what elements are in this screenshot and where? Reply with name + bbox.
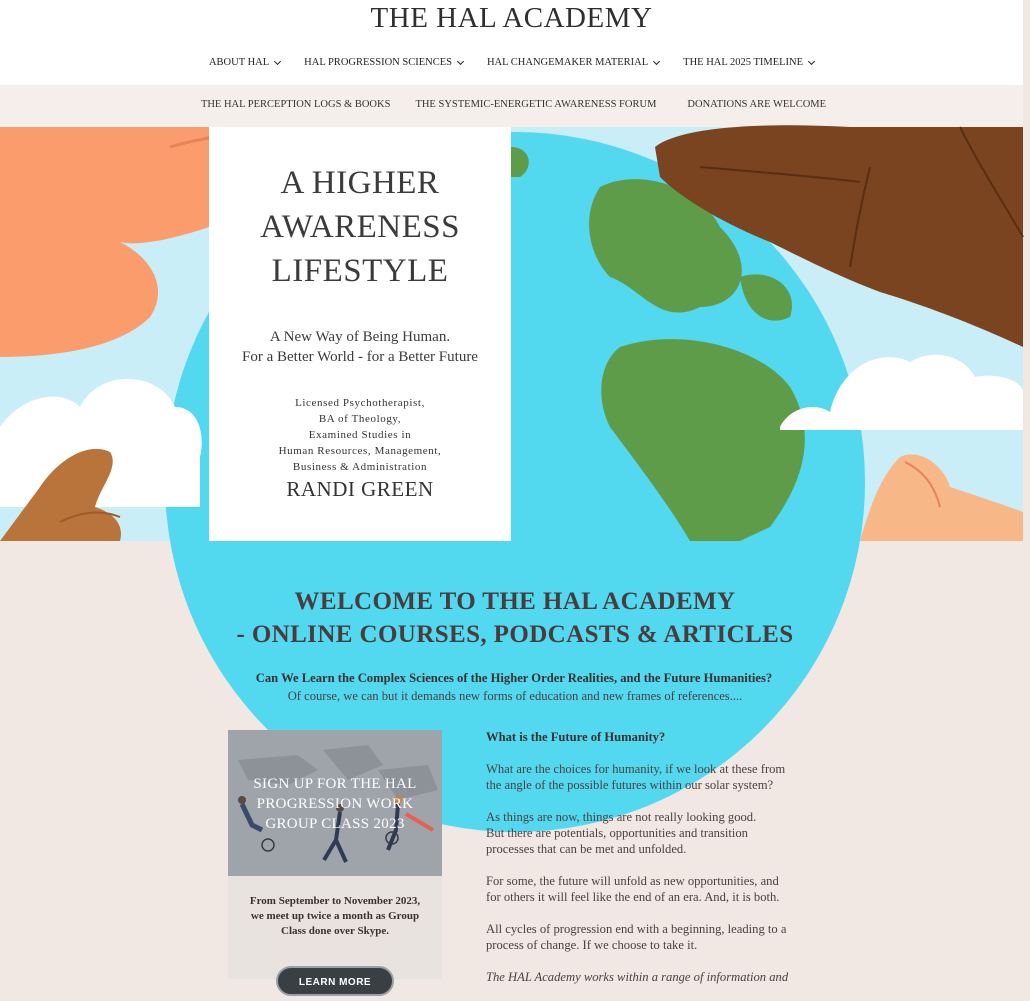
promo-description <box>228 894 442 939</box>
nav-timeline[interactable] <box>683 57 814 68</box>
hero-subtitle-line: For a Better World - for a Better Future <box>242 349 478 365</box>
hero-illustration <box>0 127 1023 541</box>
article-line: For some, the future will unfold as new opportunities, and <box>486 874 779 888</box>
promo-title-line: GROUP CLASS 2023 <box>265 816 405 832</box>
promo-text-line: Class done over Skype. <box>281 925 389 937</box>
hero-subtitle <box>209 327 511 367</box>
nav-awareness-forum[interactable]: THE SYSTEMIC-ENERGETIC AWARENESS FORUM <box>415 99 657 110</box>
nav-label: ABOUT HAL <box>208 57 270 68</box>
chevron-down-icon <box>653 57 660 64</box>
promo-title-line: SIGN UP FOR THE HAL <box>253 776 417 792</box>
article-line: But there are potentials, opportunities and transition <box>486 826 748 840</box>
hero-card <box>209 127 511 541</box>
secondary-nav-bar <box>0 85 1023 127</box>
article-line: What are the choices for humanity, if we look at these from <box>486 762 786 776</box>
nav-label: HAL PROGRESSION SCIENCES <box>304 57 452 68</box>
credential-line: Human Resources, Management, <box>278 445 442 457</box>
article-line: the angle of the possible futures within our solar system? <box>486 778 774 792</box>
hero-subtitle-line: A New Way of Being Human. <box>269 329 451 345</box>
learn-more-button[interactable]: LEARN MORE <box>276 966 394 996</box>
article-paragraph <box>486 921 806 953</box>
nav-donations[interactable]: DONATIONS ARE WELCOME <box>687 99 827 110</box>
hero-banner <box>0 127 1023 541</box>
nav-about-hal[interactable] <box>209 57 280 68</box>
promo-title-line: PROGRESSION WORK <box>256 796 414 812</box>
lead-question: Can We Learn the Complex Sciences of the Higher Order Realities, and the Future Humanities? <box>255 671 773 685</box>
chevron-down-icon <box>274 57 281 64</box>
nav-label: HAL CHANGEMAKER MATERIAL <box>486 57 649 68</box>
secondary-nav <box>0 99 1023 110</box>
primary-nav <box>0 57 1023 68</box>
article-line: process of change. If we choose to take it. <box>486 938 698 952</box>
site-header <box>0 0 1023 85</box>
article-line: As things are now, things are not really looking good. <box>486 810 757 824</box>
article-heading: What is the Future of Humanity? <box>486 730 666 744</box>
article-paragraph <box>486 809 806 857</box>
welcome-title-line: - ONLINE COURSES, PODCASTS & ARTICLES <box>236 621 794 648</box>
credential-line: Business & Administration <box>292 461 428 473</box>
lead-answer: Of course, we can but it demands new forms of education and new frames of references.... <box>287 689 743 703</box>
promo-image <box>228 730 442 876</box>
chevron-down-icon <box>808 57 815 64</box>
article-line: for others it will feel like the end of an era. And, it is both. <box>486 890 780 904</box>
article-paragraph <box>486 873 806 905</box>
site-title[interactable]: THE HAL ACADEMY <box>370 2 653 34</box>
nav-progression-sciences[interactable] <box>304 57 463 68</box>
nav-label: THE HAL 2025 TIMELINE <box>683 57 804 68</box>
article-paragraph <box>486 761 806 793</box>
hero-author-name: RANDI GREEN <box>286 477 434 501</box>
chevron-down-icon <box>457 57 464 64</box>
nav-changemaker-material[interactable] <box>487 57 659 68</box>
promo-text-line: we meet up twice a month as Group <box>250 910 420 922</box>
promo-card[interactable] <box>228 730 442 988</box>
credential-line: Examined Studies in <box>308 429 412 441</box>
hero-headline-line: A HIGHER <box>280 165 440 201</box>
credential-line: Licensed Psychotherapist, <box>295 397 425 409</box>
article-future-of-humanity <box>486 730 806 1001</box>
promo-text-line: From September to November 2023, <box>249 895 421 907</box>
credential-line: BA of Theology, <box>318 413 402 425</box>
article-line: processes that can be met and unfolded. <box>486 842 687 856</box>
welcome-title <box>0 585 1030 651</box>
nav-perception-logs[interactable]: THE HAL PERCEPTION LOGS & BOOKS <box>200 99 391 110</box>
promo-title <box>228 774 442 834</box>
hero-credentials <box>209 395 511 475</box>
hero-headline-line: LIFESTYLE <box>271 253 449 289</box>
hero-headline-line: AWARENESS <box>260 209 460 245</box>
welcome-title-line: WELCOME TO THE HAL ACADEMY <box>294 588 736 615</box>
article-line: All cycles of progression end with a beginning, leading to a <box>486 922 787 936</box>
article-paragraph-partial: The HAL Academy works within a range of information and <box>486 970 789 984</box>
hero-headline <box>209 161 511 293</box>
